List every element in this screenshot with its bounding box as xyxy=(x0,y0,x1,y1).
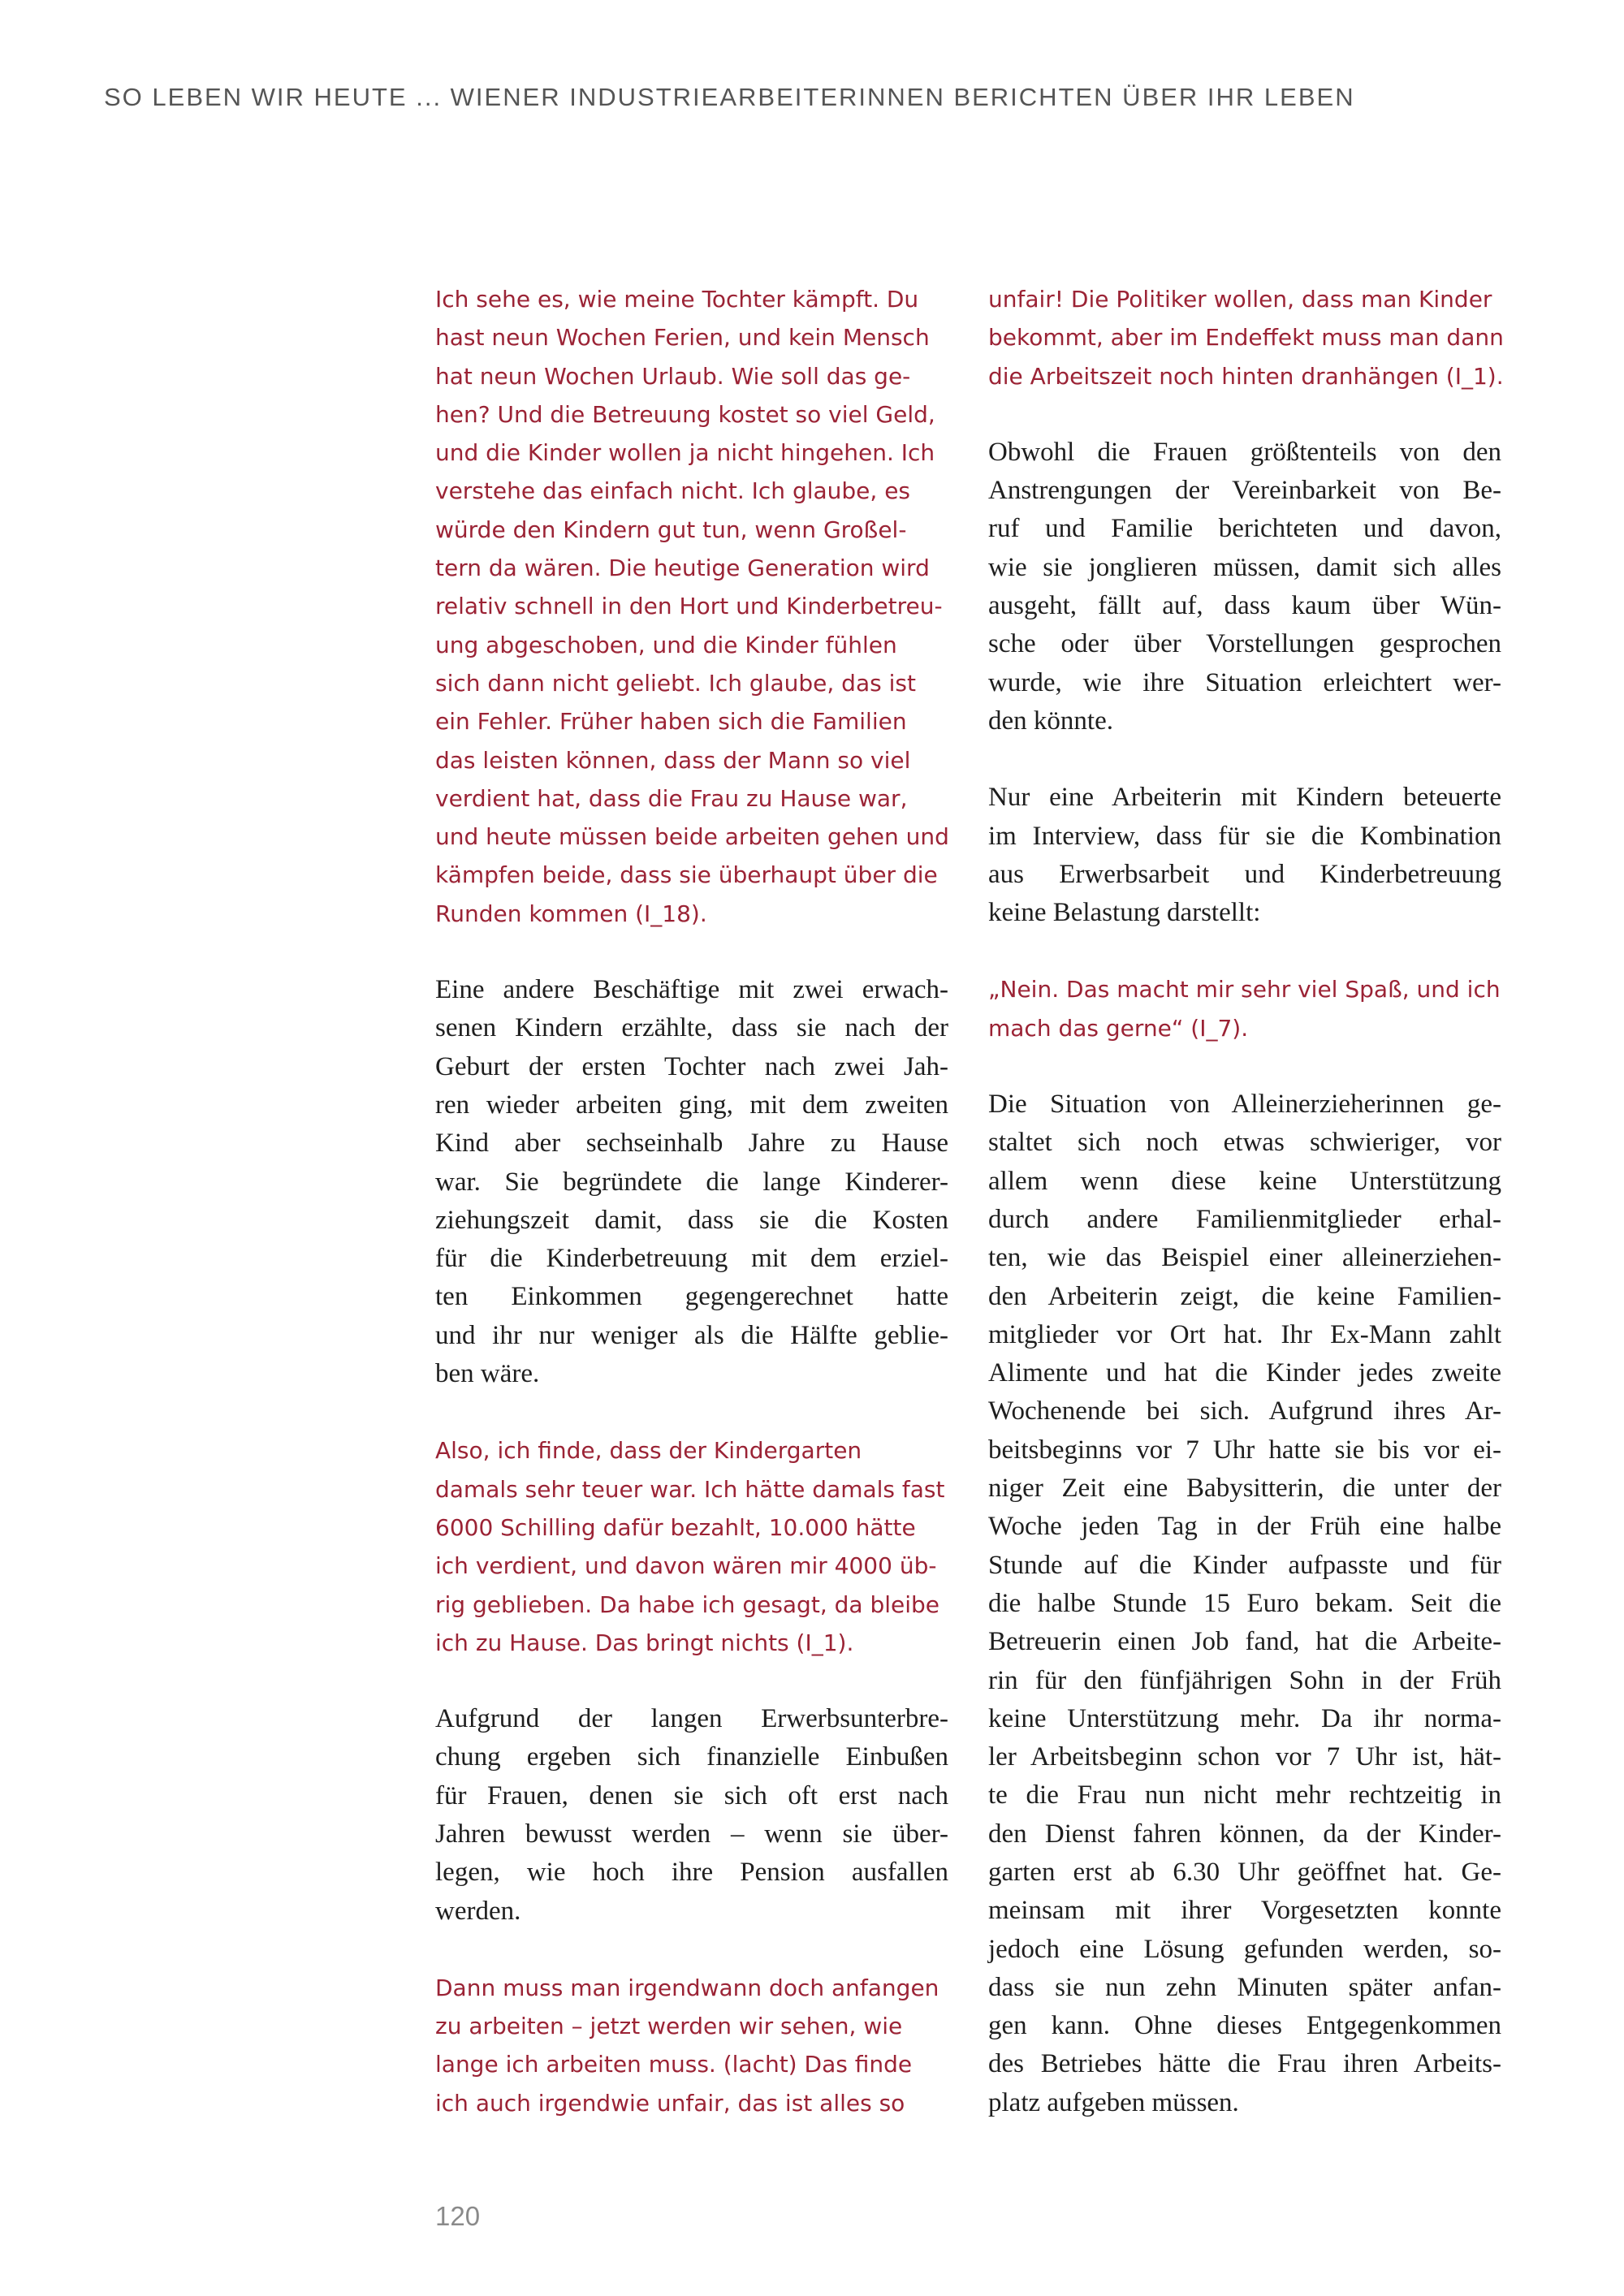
paragraph-gap xyxy=(435,1393,948,1431)
interview-quote xyxy=(435,1431,948,1662)
text-line: im Interview, dass für sie die Kombination xyxy=(988,821,1501,851)
left-column xyxy=(435,280,948,2122)
text-line: des Betriebes hätte die Frau ihren Arbeits- xyxy=(988,2049,1501,2079)
body-paragraph xyxy=(435,971,948,1393)
text-line: mach das gerne“ (I_7). xyxy=(988,1014,1249,1042)
text-line: sche oder über Vorstellungen gesprochen xyxy=(988,629,1501,659)
text-line: rin für den fünfjährigen Sohn in der Früh xyxy=(988,1665,1501,1695)
text-line: ein Fehler. Früher haben sich die Familien xyxy=(435,708,907,736)
interview-quote xyxy=(988,970,1501,1047)
text-line: bekommt, aber im Endeffekt muss man dann xyxy=(988,324,1504,352)
text-line: allem wenn diese keine Unterstützung xyxy=(988,1166,1501,1196)
paragraph-gap xyxy=(988,1047,1501,1085)
text-line: den Arbeiterin zeigt, die keine Familien- xyxy=(988,1281,1501,1311)
text-line: beitsbeginns vor 7 Uhr hatte sie bis vor ei- xyxy=(988,1435,1501,1465)
text-line: ung abgeschoben, und die Kinder fühlen xyxy=(435,631,897,658)
text-line: würde den Kindern gut tun, wenn Großel- xyxy=(435,516,907,543)
text-line: werden. xyxy=(435,1896,521,1926)
interview-quote xyxy=(988,280,1504,395)
paragraph-gap xyxy=(988,395,1501,434)
text-line: ben wäre. xyxy=(435,1359,540,1389)
text-line: ten Einkommen gegengerechnet hatte xyxy=(435,1282,948,1312)
text-line: ruf und Familie berichteten und davon, xyxy=(988,514,1501,544)
text-line: Obwohl die Frauen größtenteils von den xyxy=(988,437,1501,467)
text-line: ich verdient, und davon wären mir 4000 üb- xyxy=(435,1552,937,1580)
paragraph-gap xyxy=(988,740,1501,779)
text-line: ich zu Hause. Das bringt nichts (I_1). xyxy=(435,1629,854,1656)
body-paragraph xyxy=(988,1085,1501,2122)
text-line: ich auch irgendwie unfair, das ist alles so xyxy=(435,2089,905,2117)
text-line: sich dann nicht geliebt. Ich glaube, das ist xyxy=(435,669,916,697)
text-line: ziehungszeit damit, dass sie die Kosten xyxy=(435,1205,948,1235)
text-line: für Frauen, denen sie sich oft erst nach xyxy=(435,1780,948,1810)
text-line: legen, wie hoch ihre Pension ausfallen xyxy=(435,1858,948,1888)
text-line: verstehe das einfach nicht. Ich glaube, es xyxy=(435,477,911,505)
text-line: ler Arbeitsbeginn schon vor 7 Uhr ist, hät- xyxy=(988,1742,1501,1772)
text-line: die halbe Stunde 15 Euro bekam. Seit die xyxy=(988,1588,1501,1618)
text-line: staltet sich noch etwas schwieriger, vor xyxy=(988,1128,1501,1158)
text-line: Geburt der ersten Tochter nach zwei Jah- xyxy=(435,1051,948,1081)
text-line: rig geblieben. Da habe ich gesagt, da bleibe xyxy=(435,1590,940,1618)
text-line: 6000 Schilling dafür bezahlt, 10.000 hätte xyxy=(435,1513,916,1541)
text-line: niger Zeit eine Babysitterin, die unter der xyxy=(988,1474,1501,1504)
text-line: ten, wie das Beispiel einer alleinerziehen- xyxy=(988,1243,1501,1273)
text-line: keine Belastung darstellt: xyxy=(988,898,1261,928)
text-line: platz aufgeben müssen. xyxy=(988,2087,1239,2117)
text-line: das leisten können, dass der Mann so viel xyxy=(435,746,911,774)
text-line: gen kann. Ohne dieses Entgegenkommen xyxy=(988,2011,1501,2041)
text-line: chung ergeben sich finanzielle Einbußen xyxy=(435,1742,948,1772)
text-line: wie sie jonglieren müssen, damit sich alles xyxy=(988,552,1501,582)
text-line: „Nein. Das macht mir sehr viel Spaß, und ich xyxy=(988,976,1501,1003)
text-line: garten erst ab 6.30 Uhr geöffnet hat. Ge- xyxy=(988,1857,1501,1887)
text-line: kämpfen beide, dass sie überhaupt über die xyxy=(435,861,938,889)
text-line: durch andere Familienmitglieder erhal- xyxy=(988,1204,1501,1234)
text-line: Stunde auf die Kinder aufpasste und für xyxy=(988,1550,1501,1580)
page-number: 120 xyxy=(435,2201,481,2231)
body-paragraph xyxy=(988,779,1501,932)
text-line: Anstrengungen der Vereinbarkeit von Be- xyxy=(988,476,1501,506)
running-header: SO LEBEN WIR HEUTE ... WIENER INDUSTRIEARBEITERINNEN BERICHTEN ÜBER IHR LEBEN xyxy=(104,83,1355,111)
text-line: damals sehr teuer war. Ich hätte damals fast xyxy=(435,1475,945,1503)
text-line: Betreuerin einen Job fand, hat die Arbeite- xyxy=(988,1627,1501,1657)
text-line: hen? Und die Betreuung kostet so viel Geld, xyxy=(435,400,935,428)
text-line: Ich sehe es, wie meine Tochter kämpft. Du xyxy=(435,286,919,313)
text-line: ausgeht, fällt auf, dass kaum über Wün- xyxy=(988,591,1501,621)
text-line: Alimente und hat die Kinder jedes zweite xyxy=(988,1358,1501,1388)
interview-quote xyxy=(435,280,948,933)
text-line: Nur eine Arbeiterin mit Kindern beteuerte xyxy=(988,783,1501,813)
text-line: lange ich arbeiten muss. (lacht) Das finde xyxy=(435,2051,913,2078)
text-line: den könnte. xyxy=(988,706,1113,736)
text-line: Kind aber sechseinhalb Jahre zu Hause xyxy=(435,1129,948,1159)
text-line: hat neun Wochen Urlaub. Wie soll das ge- xyxy=(435,362,911,390)
text-line: wurde, wie ihre Situation erleichtert wer- xyxy=(988,667,1501,697)
text-line: tern da wären. Die heutige Generation wird xyxy=(435,555,930,582)
text-line: den Dienst fahren können, da der Kinder- xyxy=(988,1819,1501,1849)
text-line: aus Erwerbsarbeit und Kinderbetreuung xyxy=(988,859,1501,889)
text-line: meinsam mit ihrer Vorgesetzten konnte xyxy=(988,1896,1501,1926)
interview-quote xyxy=(435,1969,948,2122)
text-line: Dann muss man irgendwann doch anfangen xyxy=(435,1974,939,2001)
text-line: ren wieder arbeiten ging, mit dem zweiten xyxy=(435,1090,948,1120)
paragraph-gap xyxy=(435,1662,948,1700)
text-line: Eine andere Beschäftige mit zwei erwach- xyxy=(435,975,948,1005)
right-column xyxy=(988,280,1504,2122)
paragraph-gap xyxy=(435,1931,948,1969)
paragraph-gap xyxy=(988,932,1501,970)
text-line: mitglieder vor Ort hat. Ihr Ex-Mann zahlt xyxy=(988,1319,1501,1349)
text-line: und ihr nur weniger als die Hälfte geblie- xyxy=(435,1320,948,1350)
text-line: verdient hat, dass die Frau zu Hause war, xyxy=(435,784,908,812)
text-line: für die Kinderbetreuung mit dem erziel- xyxy=(435,1244,948,1274)
text-line: und die Kinder wollen ja nicht hingehen. Ich xyxy=(435,439,935,467)
text-line: zu arbeiten – jetzt werden wir sehen, wie xyxy=(435,2013,903,2040)
text-line: Jahren bewusst werden – wenn sie über- xyxy=(435,1819,948,1849)
text-line: unfair! Die Politiker wollen, dass man Kinder xyxy=(988,286,1492,313)
text-line: dass sie nun zehn Minuten später anfan- xyxy=(988,1972,1501,2002)
text-line: Wochenende bei sich. Aufgrund ihres Ar- xyxy=(988,1396,1501,1426)
body-paragraph xyxy=(988,434,1501,740)
paragraph-gap xyxy=(435,933,948,971)
text-line: Die Situation von Alleinerzieherinnen ge- xyxy=(988,1090,1501,1120)
text-line: senen Kindern erzählte, dass sie nach der xyxy=(435,1013,948,1043)
text-line: Runden kommen (I_18). xyxy=(435,900,707,927)
text-line: Woche jeden Tag in der Früh eine halbe xyxy=(988,1512,1501,1542)
text-line: jedoch eine Lösung gefunden werden, so- xyxy=(988,1934,1501,1964)
body-paragraph xyxy=(435,1700,948,1931)
text-line: Aufgrund der langen Erwerbsunterbre- xyxy=(435,1704,948,1734)
text-line: hast neun Wochen Ferien, und kein Mensch xyxy=(435,324,930,352)
text-line: und heute müssen beide arbeiten gehen und xyxy=(435,823,949,851)
text-line: war. Sie begründete die lange Kinderer- xyxy=(435,1167,948,1197)
text-line: te die Frau nun nicht mehr rechtzeitig in xyxy=(988,1780,1501,1810)
text-line: keine Unterstützung mehr. Da ihr norma- xyxy=(988,1703,1501,1733)
text-line: relativ schnell in den Hort und Kinderbetreu- xyxy=(435,593,943,620)
text-line: Also, ich finde, dass der Kindergarten xyxy=(435,1437,862,1465)
text-line: die Arbeitszeit noch hinten dranhängen (I_1). xyxy=(988,362,1504,390)
